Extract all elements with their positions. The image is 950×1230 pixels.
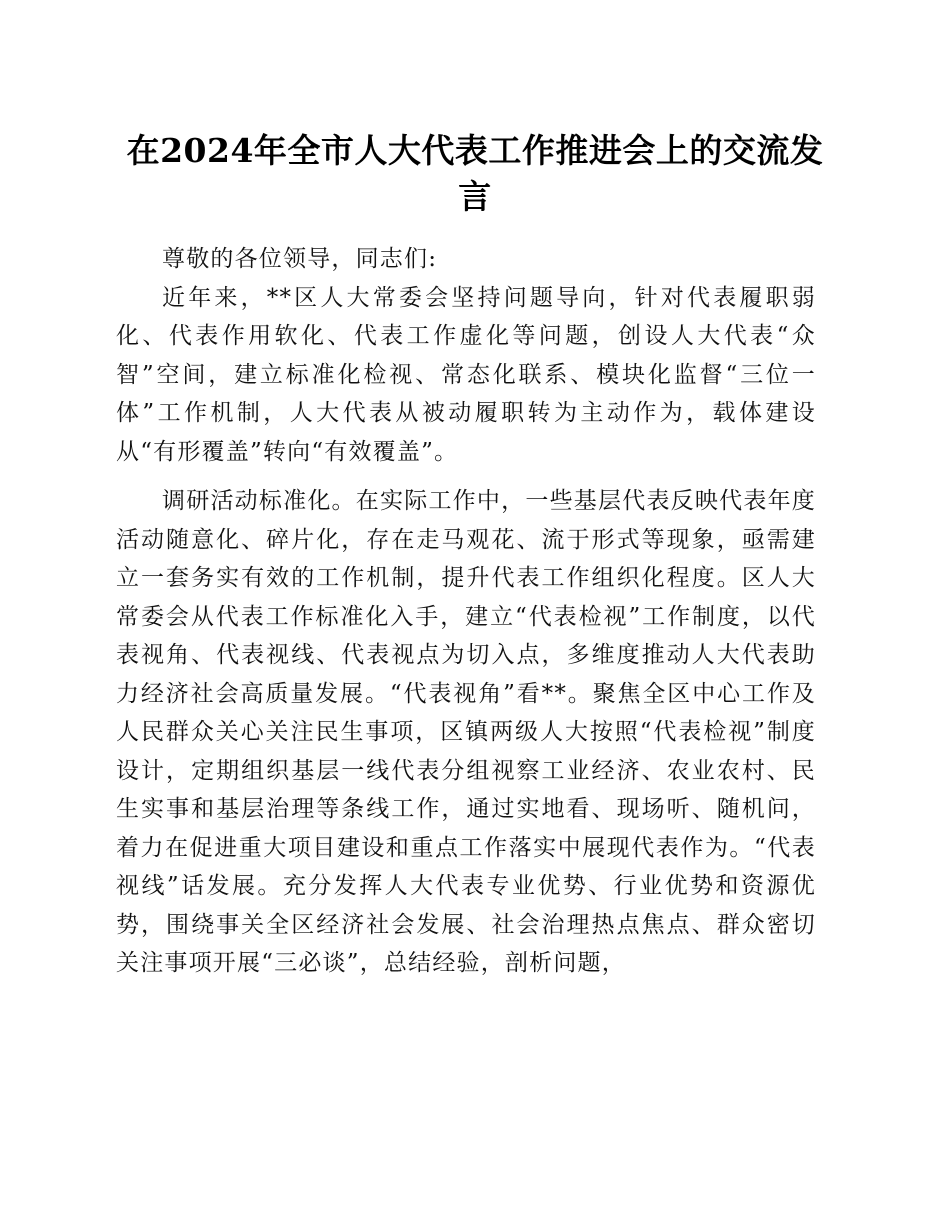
salutation: 尊敬的各位领导，同志们: (162, 246, 438, 272)
document-body (116, 240, 816, 983)
body-paragraph-research-standardization: 调研活动标准化。在实际工作中，一些基层代表反映代表年度活动随意化、碎片化，存在走马观花、流于形式等现象，亟需建立一套务实有效的工作机制，提升代表工作组织化程度。区人大常委会从代表工作标准化入手，建立“代表检视”工作制度，以代表视角、代表视线、代表视点为切入点，多维度推动人大代表助力经济社会高质量发展。“代表视角”看**。聚焦全区中心工作及人民群众关心关注民生事项，区镇两级人大按照“代表检视”制度设计，定期组织基层一线代表分组视察工业经济、农业农村、民生实事和基层治理等条线工作，通过实地看、现场听、随机问，着力在促进重大项目建设和重点工作落实中展现代表作为。“代表视线”话发展。充分发挥人大代表专业优势、行业优势和资源优势，围绕事关全区经济社会发展、社会治理热点焦点、群众密切关注事项开展“三必谈”，总结经验，剖析问题， (116, 488, 816, 976)
document-title: 在2024年全市人大代表工作推进会上的交流发言 (126, 131, 824, 216)
body-paragraph-intro: 近年来，**区人大常委会坚持问题导向，针对代表履职弱化、代表作用软化、代表工作虚化等问题，创设人大代表“众智”空间，建立标准化检视、常态化联系、模块化监督“三位一体”工作机制，人大代表从被动履职转为主动作为，载体建设从“有形覆盖”转向“有效覆盖”。 (116, 284, 816, 465)
